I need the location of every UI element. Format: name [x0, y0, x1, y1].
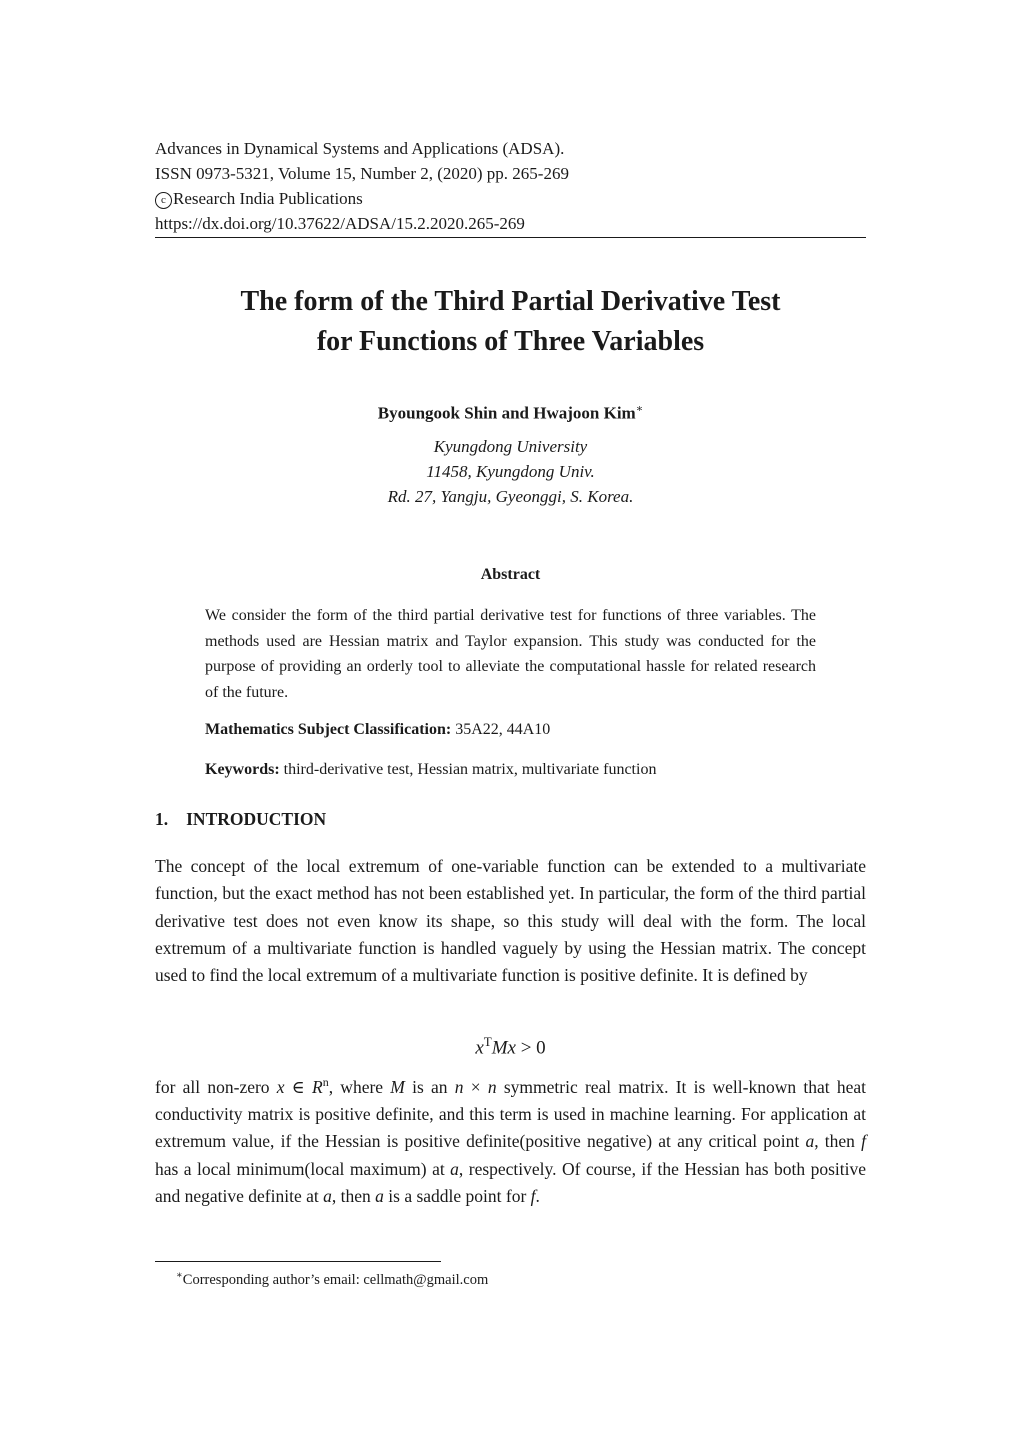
journal-publisher: [155, 186, 866, 211]
footnote-text: Corresponding author’s email: cellmath@gmail.com: [182, 1271, 489, 1288]
keywords-label: Keywords:: [205, 761, 280, 778]
eq-transpose: T: [483, 1034, 492, 1049]
intro-paragraph-2: [155, 1069, 866, 1210]
intro-paragraph-1: The concept of the local extremum of one-variable function can be extended to a multivariate function, but the exact method has not been established yet. In particular, the form of the third partial derivative test does not even know its shape, so this study will deal with the form. The local extremum of a multivariate function is handled vaguely by using the Hessian matrix. The concept used to find the local extremum of a multivariate function is positive definite. It is defined by: [155, 856, 866, 986]
math-in: ∈: [284, 1076, 312, 1097]
eq-x2: x: [507, 1037, 516, 1059]
math-n: n: [454, 1076, 464, 1097]
author-names: Byoungook Shin and Hwajoon Kim: [377, 403, 636, 423]
text-span: .: [535, 1186, 540, 1207]
journal-name: Advances in Dynamical Systems and Applications (ADSA).: [155, 139, 565, 158]
paper-title: [155, 282, 866, 362]
keywords-value: third-derivative test, Hessian matrix, multivariate function: [283, 761, 657, 778]
math-f: f: [530, 1186, 536, 1207]
math-n: n: [487, 1076, 497, 1097]
math-R: R: [312, 1076, 323, 1097]
eq-x: x: [475, 1037, 484, 1059]
text-span: is an: [404, 1076, 455, 1097]
affiliation-line-3: Rd. 27, Yangju, Gyeonggi, S. Korea.: [387, 487, 634, 506]
msc-value: 35A22, 44A10: [455, 721, 551, 738]
eq-matrix: M: [491, 1037, 508, 1059]
text-span: symmetric real matrix. It is well-known that heat conductivity matrix is positive definite, and this term is used in machine learning. For application at extremum value, if the Hessian is positive definite(positive negative) at any critical point: [155, 1076, 866, 1152]
footnote-mark: ∗: [176, 1270, 183, 1281]
keywords: [205, 759, 816, 781]
text-span: , respectively. Of course, if the Hessian has both positive and negative definite at: [155, 1158, 866, 1207]
math-times: ×: [463, 1076, 488, 1097]
text-span: for all non-zero: [155, 1076, 277, 1097]
section-number: 1.: [155, 809, 169, 829]
text-span: , where: [328, 1076, 391, 1097]
journal-header: [155, 136, 866, 236]
journal-doi-link[interactable]: https://dx.doi.org/10.37622/ADSA/15.2.2020.265-269: [155, 214, 525, 233]
section-heading: [155, 807, 866, 831]
affiliation-line-2: 11458, Kyungdong Univ.: [426, 462, 595, 481]
publisher-name: Research India Publications: [173, 189, 363, 208]
title-line-2: for Functions of Three Variables: [316, 326, 705, 357]
section-title: INTRODUCTION: [186, 809, 327, 829]
text-span: , then: [814, 1131, 862, 1152]
msc-classification: [205, 719, 816, 741]
text-span: has a local minimum(local maximum) at: [155, 1158, 451, 1179]
math-f: f: [861, 1131, 866, 1152]
journal-issn-volume: ISSN 0973-5321, Volume 15, Number 2, (2020) pp. 265-269: [155, 164, 569, 183]
authors: [155, 397, 866, 426]
footnote-divider: [155, 1261, 441, 1262]
math-a: a: [805, 1131, 815, 1152]
text-span: is a saddle point for: [383, 1186, 531, 1207]
math-n-sup: n: [322, 1075, 329, 1089]
abstract-heading: Abstract: [480, 566, 541, 583]
math-a: a: [375, 1186, 384, 1207]
positive-definite-equation: [155, 1028, 866, 1062]
affiliation: [155, 434, 866, 509]
footnote: [176, 1266, 866, 1290]
math-a: a: [323, 1186, 332, 1207]
affiliation-line-1: Kyungdong University: [433, 437, 588, 456]
header-divider: [155, 237, 866, 238]
eq-relation: > 0: [515, 1037, 546, 1059]
abstract-text: We consider the form of the third partial derivative test for functions of three variables. The methods used are Hessian matrix and Taylor expansion. This study was conducted for the purpose of providing an orderly tool to alleviate the computational hassle for related research of the future.: [205, 607, 816, 701]
math-a: a: [450, 1158, 459, 1179]
math-x: x: [276, 1076, 285, 1097]
corresponding-author-mark: ∗: [635, 403, 644, 415]
copyright-icon: c: [155, 192, 172, 209]
title-line-1: The form of the Third Partial Derivative Test: [240, 286, 781, 317]
msc-label: Mathematics Subject Classification:: [205, 721, 452, 738]
text-span: , then: [331, 1186, 376, 1207]
math-M: M: [390, 1076, 405, 1097]
